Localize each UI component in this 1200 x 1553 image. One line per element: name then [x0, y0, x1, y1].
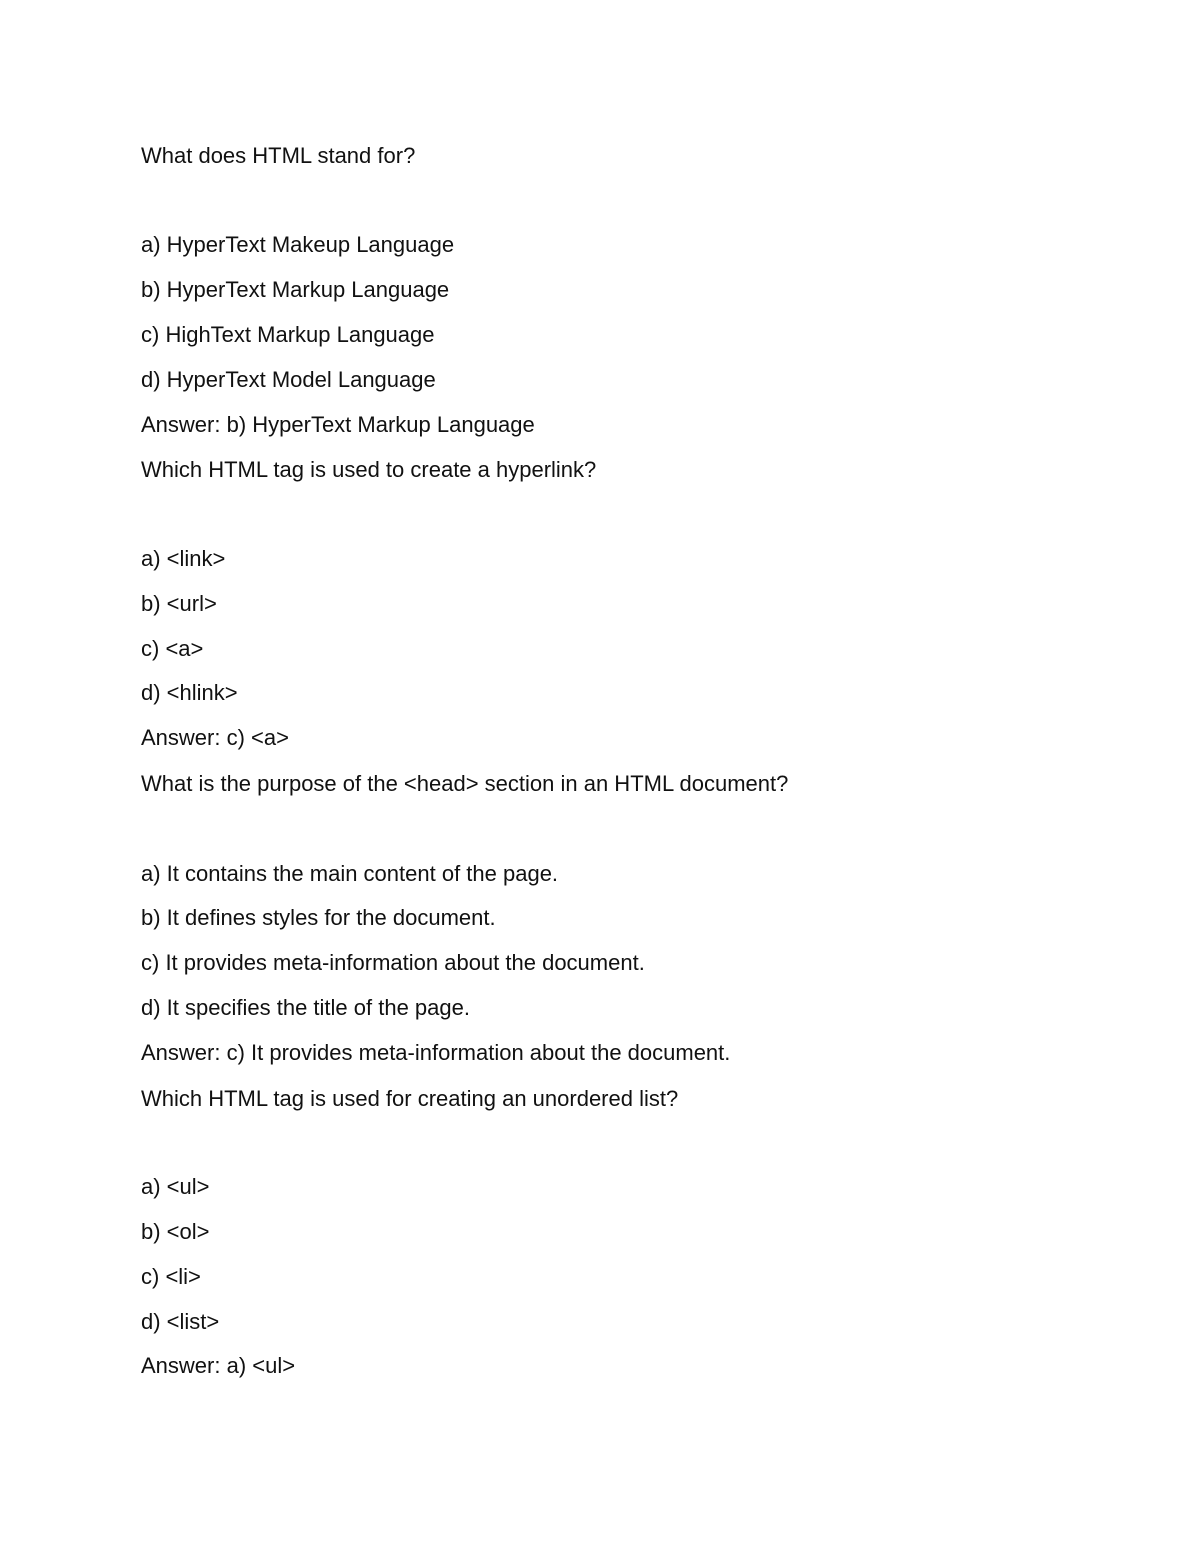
question-4-option-b: b) <ol>: [141, 1219, 210, 1244]
question-1-option-c: c) HighText Markup Language: [141, 322, 435, 347]
question-1-answer: Answer: b) HyperText Markup Language: [141, 412, 535, 437]
question-3-option-d: d) It specifies the title of the page.: [141, 995, 470, 1020]
question-3-option-c: c) It provides meta-information about the document.: [141, 950, 645, 975]
question-4-option-a: a) <ul>: [141, 1174, 210, 1199]
question-2-text: Which HTML tag is used to create a hyperlink?: [141, 457, 597, 482]
question-4-option-c: c) <li>: [141, 1264, 201, 1289]
question-3-answer: Answer: c) It provides meta-information about the document.: [141, 1040, 731, 1065]
question-1-option-a: a) HyperText Makeup Language: [141, 232, 455, 257]
question-1-option-d: d) HyperText Model Language: [141, 367, 436, 392]
question-3-option-b: b) It defines styles for the document.: [141, 905, 496, 930]
question-2-option-d: d) <hlink>: [141, 680, 238, 705]
question-1-option-b: b) HyperText Markup Language: [141, 277, 450, 302]
question-1-text: What does HTML stand for?: [141, 143, 416, 168]
question-4-answer: Answer: a) <ul>: [141, 1353, 296, 1378]
question-3-option-a: a) It contains the main content of the page.: [141, 861, 559, 886]
question-2-option-b: b) <url>: [141, 591, 217, 616]
question-2-answer: Answer: c) <a>: [141, 725, 289, 750]
question-3-text: What is the purpose of the <head> section in an HTML document?: [141, 771, 789, 796]
question-2-option-a: a) <link>: [141, 546, 226, 571]
question-4-text: Which HTML tag is used for creating an unordered list?: [141, 1086, 679, 1111]
question-2-option-c: c) <a>: [141, 636, 204, 661]
question-4-option-d: d) <list>: [141, 1309, 220, 1334]
